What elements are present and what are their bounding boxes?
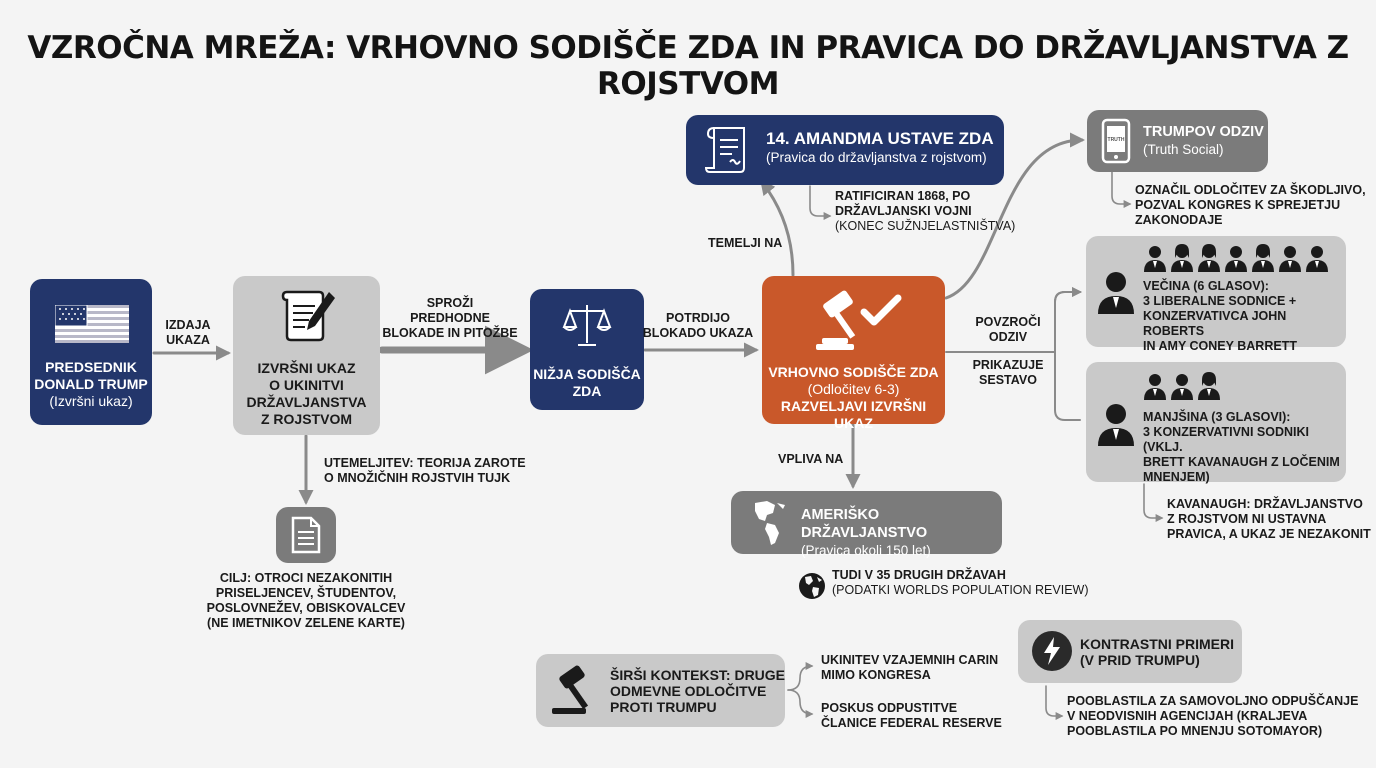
amendment-node (686, 115, 1004, 185)
contrast-node (1018, 620, 1242, 683)
gavel-icon (550, 664, 606, 716)
edge-based-label: TEMELJI NA (708, 236, 783, 250)
edge-triggers-label: SPROŽI PREDHODNE BLOKADE IN PITOŽBE (382, 296, 518, 340)
edge-issues-label: IZDAJA UKAZA (165, 318, 211, 347)
edge-shows-arrow (946, 292, 1080, 420)
edge-based-arrow (762, 182, 793, 275)
supreme-court-title: VRHOVNO SODIŠČE ZDA (Odločitev 6-3) RAZVELJAVI IZVRŠNI UKAZ (768, 364, 939, 431)
amendment-text: 14. AMANDMA USTAVE ZDA (Pravica do državljanstva z rojstvom) (766, 129, 994, 165)
minority-node (1086, 362, 1346, 482)
president-node (30, 279, 152, 425)
page-title: VZROČNA MREŽA: VRHOVNO SODIŠČE ZDA IN PRAVICA DO DRŽAVLJANSTVA Z ROJSTVOM (27, 30, 1349, 102)
lower-courts-node (530, 289, 644, 410)
context-item-tariffs: UKINITEV VZAJEMNIH CARIN MIMO KONGRESA (821, 653, 999, 682)
contrast-note: POOBLASTILA ZA SAMOVOLJNO ODPUŠČANJE V NEODVISNIH AGENCIJAH (KRALJEVA POOBLASTILA PO MNENJU SOTOMAYOR) (1067, 694, 1359, 738)
male-justice-icon (1306, 246, 1328, 272)
amendment-note: RATIFICIRAN 1868, PO DRŽAVLJANSKI VOJNI (KONEC SUŽNJELASTNIŠTVA) (835, 189, 1016, 233)
trump-response-text: TRUMPOV ODZIV (Truth Social) (1143, 124, 1264, 157)
context-text: ŠIRŠI KONTEKST: DRUGE ODMEVNE ODLOČITVE PROTI TRUMPU (610, 667, 786, 715)
citizenship-node (731, 491, 1002, 558)
citizenship-text: AMERIŠKO DRŽAVLJANSTVO (Pravica okoli 150 let) (801, 507, 931, 558)
male-justice-icon (1144, 246, 1166, 272)
female-justice-icon (1252, 244, 1274, 272)
trump-response-node (1087, 110, 1268, 172)
minority-text: MANJŠINA (3 GLASOVI): 3 KONZERVATIVNI SODNIKI (VKLJ. BRETT KAVANAUGH Z LOČENIM MNENJEM) (1143, 410, 1340, 484)
executive-order-title: IZVRŠNI UKAZ O UKINITVI DRŽAVLJANSTVA Z ROJSTVOM (246, 360, 367, 427)
executive-order-node (233, 276, 380, 435)
context-node (536, 654, 785, 727)
phone-icon (1101, 118, 1131, 164)
supreme-court-node (762, 276, 945, 431)
scroll-icon (704, 124, 752, 176)
minority-justices-icons (1144, 372, 1225, 405)
male-justice-icon (1171, 374, 1193, 400)
male-justice-icon (1225, 246, 1247, 272)
female-justice-icon (1171, 244, 1193, 272)
majority-text: VEČINA (6 GLASOV): 3 LIBERALNE SODNICE + KONZERVATIVCA JOHN ROBERTS IN AMY CONEY BARRETT (1143, 279, 1297, 353)
document-icon (291, 516, 321, 554)
female-justice-icon (1198, 372, 1220, 400)
us-flag-icon (55, 305, 129, 343)
document-pen-icon (279, 286, 337, 342)
countries-note: TUDI V 35 DRUGIH DRŽAVAH (PODATKI WORLDS POPULATION REVIEW) (832, 568, 1089, 597)
kavanaugh-note: KAVANAUGH: DRŽAVLJANSTVO Z ROJSTVOM NI USTAVNA PRAVICA, A UKAZ JE NEZAKONIT (1167, 497, 1371, 541)
context-item-fed: POSKUS ODPUSTITVE ČLANICE FEDERAL RESERVE (821, 701, 1002, 730)
phone-screen-text: TRUTH (1107, 137, 1125, 143)
male-justice-icon (1144, 374, 1166, 400)
justification-note: UTEMELJITEV: TEORIJA ZAROTE O MNOŽIČNIH ROJSTVIH TUJK (324, 456, 526, 485)
edge-affects-label: VPLIVA NA (778, 452, 844, 466)
edge-confirmed-label: POTRDIJO BLOKADO UKAZA (642, 311, 754, 340)
contrast-text: KONTRASTNI PRIMERI (V PRID TRUMPU) (1080, 636, 1234, 668)
male-justice-icon (1279, 246, 1301, 272)
person-icon (1096, 402, 1136, 446)
edge-response-label: POVZROČI ODZIV (975, 315, 1041, 344)
goal-node (276, 507, 336, 563)
globe-icon (797, 571, 827, 601)
goal-note: CILJ: OTROCI NEZAKONITIH PRISELJENCEV, ŠTUDENTOV, POSLOVNEŽEV, OBISKOVALCEV (NE IMETNIKOV ZELENE KARTE) (206, 571, 406, 630)
majority-justices-icons (1144, 244, 1333, 277)
scales-icon (562, 301, 612, 349)
edge-shows-label: PRIKAZUJE SESTAVO (972, 358, 1044, 387)
person-icon (1096, 270, 1136, 314)
president-title: PREDSEDNIK DONALD TRUMP (Izvršni ukaz) (34, 359, 148, 409)
trump-response-note: OZNAČIL ODLOČITEV ZA ŠKODLJIVO, POZVAL KONGRES K SPREJETJU ZAKONODAJE (1135, 183, 1366, 227)
globe-americas-icon (745, 497, 795, 549)
lightning-icon (1030, 629, 1074, 673)
lower-courts-title: NIŽJA SODIŠČA ZDA (533, 366, 641, 399)
female-justice-icon (1198, 244, 1220, 272)
gavel-check-icon (810, 286, 906, 356)
justice-figures (1144, 372, 1225, 400)
justice-figures (1144, 244, 1333, 272)
majority-node (1086, 236, 1346, 353)
